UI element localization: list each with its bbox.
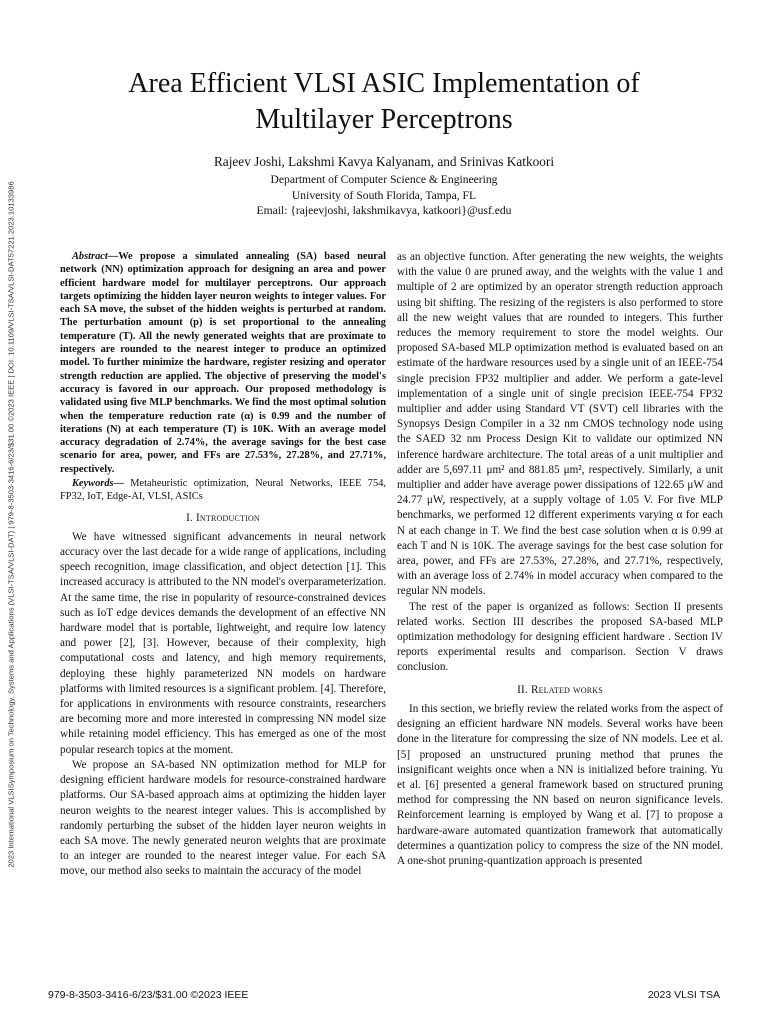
footer-copyright: 979-8-3503-3416-6/23/$31.00 ©2023 IEEE [48, 989, 249, 1001]
abstract [60, 250, 386, 476]
intro-paragraph-2: We propose an SA-based NN optimization method for MLP for designing efficient hardware models for resource-constrained hardware platforms. Our SA-based approach aims at optimizing the hidden layer neuron weights to the nearest integer values. This is accomplished by randomly perturbing the subset of the hidden layer neuron weights in each SA move. The newly generated neuron weights that are proximate to an integer are rounded to the nearest integer value. For each SA move, our method also seeks to maintain the accuracy of the model [60, 758, 386, 878]
abstract-label: Abstract— [72, 251, 119, 262]
doi-banner-text: 2023 International VLSISymposium on Technology, Systems and Applications (VLSI-TSA/VLSI-DAT) | 979-8-3503-3416-6/23/$31.00 ©2023 IEEE | DOI: 10.1109/VLSI-TSA/VLSI-DAT57221.2023.10133986 [6, 180, 16, 868]
paper-authors: Rajeev Joshi, Lakshmi Kavya Kalyanam, and Srinivas Katkoori [213, 154, 555, 169]
affiliation-block [70, 172, 698, 219]
email: Email: {rajeevjoshi, lakshmikavya, katkoori}@usf.edu [256, 204, 512, 217]
right-column [397, 250, 723, 869]
keywords-label: Keywords— [72, 478, 124, 490]
left-column [60, 250, 386, 880]
section-heading-introduction: I. Introduction [186, 511, 260, 524]
footer-venue: 2023 VLSI TSA [647, 989, 720, 1001]
section-heading-related-works: II. Related works [517, 683, 603, 696]
intro-paragraph-1: We have witnessed significant advancements in neural network accuracy over the last decade for a wide range of applications, including speech recognition, image classification, and object detection [1]. This increased accuracy is attributed to the NN model's overparameterization. At the same time, the rise in popularity of resource-constrained devices such as IoT edge devices demands the development of an effective NN hardware model that is portable, lightweight, and require low latency and power [2], [3]. However, because of their complexity, high computational costs and latency, and high memory requirements, deploying these highly parameterized NN models on hardware platforms with limited resources is a significant problem. [4]. Therefore, for applications in environments with resource constraints, researchers are becoming more and more interested in compressing NN model size while retaining model efficiency. This has emerged as one of the most popular research topics at the moment. [60, 530, 386, 756]
paper-title: Area Efficient VLSI ASIC Implementation of Multilayer Perceptrons [128, 68, 640, 135]
keywords [60, 477, 386, 504]
university: University of South Florida, Tampa, FL [291, 188, 477, 202]
intro-paragraph-3: as an objective function. After generating the new weights, the weights with the value 0 are pruned away, and the weights with the value 1 and multiple of 2 are optimized by an operator strength reduction approach using bit shifting. The resizing of the registers is also performed to store all the new weight values that are rounded to integers. This further reduces the memory requirement to store the model weights. Our proposed SA-based MLP optimization method is evaluated based on an estimate of the hardware resources used by a single unit of an IEEE-754 single precision FP32 multiplier and adder. We perform a gate-level implementation of a single unit of single precision IEEE-754 FP32 multiplier and adder using Standard VT (SVT) cell libraries with the Synopsys Design Compiler in a 32 nm CMOS technology node using the SAED 32 nm Process Design Kit to validate our optimized NN inference hardware architecture. The total areas of a unit multiplier and adder are 5,697.11 μm² and 881.85 μm², respectively. Similarly, a unit multiplier and adder have average power dissipations of 122.65 μW and 24.77 μW, respectively, at a supply voltage of 1.05 V. For five MLP benchmarks, we performed 12 different experiments varying α for each N at each change in T. We find the best case solution when α is 0.99 at each T and N is 10K. The average savings for the best case solution for area, power, and FFs are 27.53%, 27.28%, and 27.71%, respectively, with an average loss of 2.74% in model accuracy when compared to the regular NN models. [397, 251, 723, 598]
department: Department of Computer Science & Engineering [270, 173, 498, 186]
keywords-text: Metaheuristic optimization, Neural Networks, IEEE 754, FP32, IoT, Edge-AI, VLSI, ASICs [60, 478, 386, 503]
related-paragraph-1: In this section, we briefly review the related works from the aspect of designing an efficient hardware NN models. Several works have been done in the literature for compressing the size of NN models. Lee et al. [5] proposed an unstructured pruning method that prunes the insignificant weights once when a NN is initialized before training. Yu et al. [6] presented a general framework based on structured pruning method for compressing the NN based on neuron significance levels. Reinforcement learning is employed by Wang et al. [7] to propose a hardware-aware automated quantization framework that automatically determines a quantization policy to compress the size of the NN model. A one-shot pruning-quantization approach is presented [397, 702, 723, 867]
abstract-text: We propose a simulated annealing (SA) based neural network (NN) optimization approach for designing an area and power efficient hardware model for multilayer perceptrons. Our approach targets optimizing the hidden layer neuron weights to integer values. For each SA move, the subset of the hidden weights is perturbed at random. The perturbation amount (p) is set proportional to the annealing temperature (T). All the newly generated weights that are proximate to integers are rounded to the nearest integer to produce an optimized model. To further minimize the hardware, register resizing and operator strength reduction are applied. The objective of preserving the model's accuracy is favored in our approach. Our proposed methodology is validated using five MLP benchmarks. We find the most optimal solution when the temperature reduction rate (α) is 0.99 and the number of iterations (N) at each temperature (T) is 10K. With an average model accuracy degradation of 2.74%, the average savings for the best case scenario for area, power, and FFs are 27.53%, 27.28%, and 27.71%, respectively. [60, 251, 386, 475]
doi-side-banner [2, 104, 20, 944]
intro-paragraph-4: The rest of the paper is organized as follows: Section II presents related works. Section III describes the proposed SA-based MLP optimization methodology for designing efficient hardware . Section IV reports experimental results and comparison. Section V draws conclusion. [397, 600, 723, 674]
